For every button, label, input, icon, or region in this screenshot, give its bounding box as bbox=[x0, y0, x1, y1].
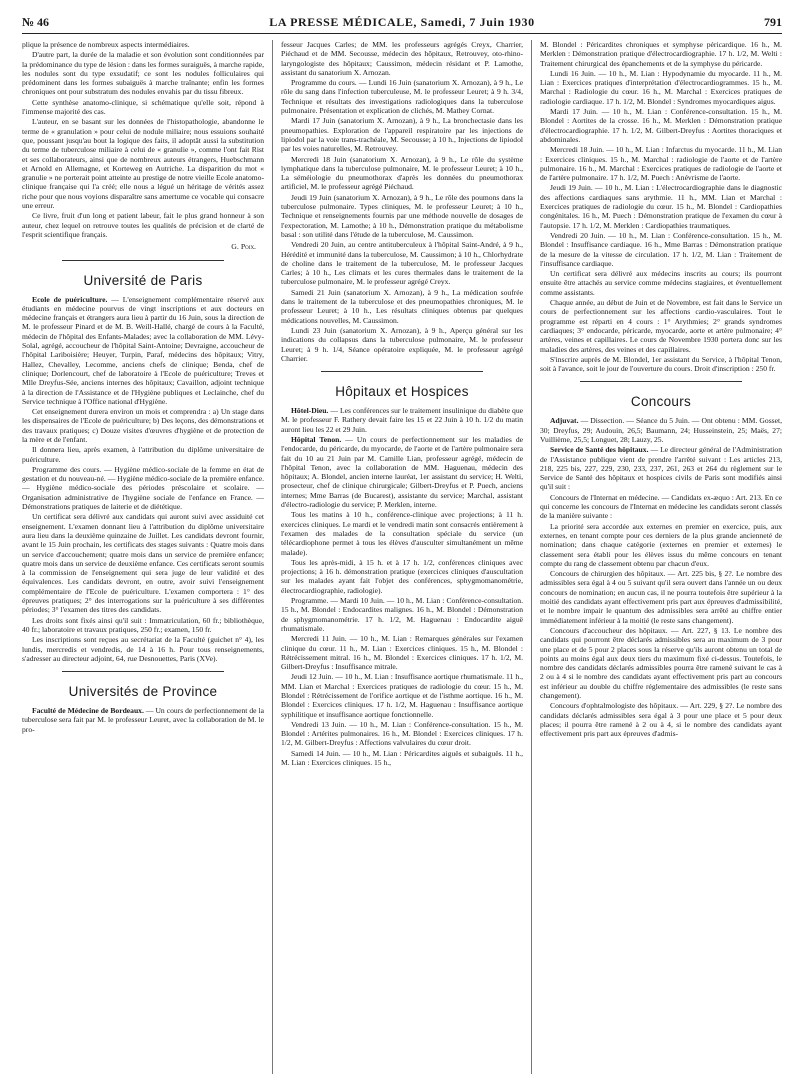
paragraph: Programme du cours. — Lundi 16 Juin (sanatorium X. Arnozan), à 9 h., Le rôle du sang dans l'infection tuberculeuse, M. le professeur Leuret; à 9 h. 3/4, Technique et résultats des investigations radiologiques dans la tuberculose pulmonaire. Présentation et explication de clichés, M. Mathey Cornat. bbox=[281, 78, 523, 116]
paragraph: Vendredi 13 Juin. — 10 h., M. Lian : Conférence-consultation. 15 h., M. Blondel : Artérites pulmonaires. 16 h., M. Blondel : Exercices cliniques. 17 h. 1/2, M. Gilbert-Dreyfus : Affections valvulaires du cœur droit. bbox=[281, 719, 523, 748]
paragraph: Mardi 17 Juin. — 10 h., M. Lian : Conférence-consultation. 15 h., M. Blondel : Aortites de la crosse. 16 h., M. Merklen : Démonstration pratique d'électrocardiographie. 17 h. 1/2, M. Gilbert-Dreyfus : Aortites thoraciques et abdominales. bbox=[540, 107, 782, 144]
paragraph: Vendredi 20 Juin, au centre antituberculeux à l'hôpital Saint-André, à 9 h., Hérédité et immunité dans la tuberculose, M. Caussimon; à 10 h., Chlorhydrate de choline dans le traitement de la tuberculose, M. le professeur Jacques Carles; à 10 h., Les climats et les cures thermales dans le traitement de la tuberculose pulmonaire, M. le professeur agrégé Creyx. bbox=[281, 240, 523, 287]
paragraph: Jeudi 19 Juin. — 10 h., M. Lian : L'électrocardiographie dans le diagnostic des affections cardiaques sans arythmie. 11 h., MM. Lian et Marchal : Exercices pratiques de radiologie du cœur. 15 h., M. Blondel : Cardiopathies congénitales. 16 h., M. Puech : Démonstration pratique de l'examen du cœur à l'autopsie. 17 h. 1/2, M. Merklen : Cardiopathies traumatiques. bbox=[540, 183, 782, 230]
entry-lead: Ecole de puériculture. bbox=[32, 294, 108, 304]
page-number: 791 bbox=[764, 15, 782, 29]
section-title-hopitaux: Hôpitaux et Hospices bbox=[335, 384, 469, 400]
paragraph: Mercredi 11 Juin. — 10 h., M. Lian : Remarques générales sur l'examen clinique du cœur. 11 h., M. Lian : Exercices cliniques. 15 h., M. Blondel : Rétrécissement mitral. 16 h., M. Blondel : Exercices cliniques. 17 h. 1/2, M. Gilbert-Dreyfus : Insuffisance mitrale. bbox=[281, 634, 523, 672]
paragraph: plique la présence de nombreux aspects intermédiaires. bbox=[22, 40, 190, 49]
paragraph: Ce livre, fruit d'un long et patient labeur, fait le plus grand honneur à son auteur, chez lequel on retrouve toutes les qualités de précision et de clarté de l'esprit scientifique français. bbox=[22, 211, 264, 239]
column-1 bbox=[22, 40, 264, 1074]
paragraph: Ecole de puériculture. — L'enseignement complémentaire réservé aux étudiants en médecine pourvus de vingt inscriptions et aux docteurs en médecine français et étrangers aura lieu à partir du 16 Juin, sous la direction de M. le professeur Pinard et de M. B. Weill-Hallé, chargé de cours à la Faculté, médecin de l'hôpital des Enfants-Malades; avec la collaboration de MM. Lévy-Solal, agrégé, accoucheur de l'hôpital Saint-Antoine; Devraigne, accoucheur de l'hôpital Lariboisière; Heuyer, Turpin, Paraf, médecins des hôpitaux; Vitry, Hallez, Chevalley, Lecomme, anciens chefs de clinique; Benda, chef de clinique; Dorlencourt, chef de laboratoire à l'Ecole de puériculture; Treves et Mlle Dreyfus-Sée, anciens internes des hôpitaux; Cavaillon, adjoint technique à la direction de l'Assistance et de l'Hygiène publiques et Leclainche, chef du Service technique à l'Office national d'Hygiène. bbox=[22, 294, 264, 406]
paragraph: Programme des cours. — Hygiène médico-sociale de la femme en état de gestation et du nouveau-né. — Hygiène médico-sociale de la première enfance. — Hygiène médico-sociale des périodes préscolaire et scolaire. — Organisation administrative de l'hygiène sociale de l'enfance en France. — Démonstrations pratiques de laiterie et de diététique. bbox=[22, 464, 264, 512]
paragraph: Tous les après-midi, à 15 h. et à 17 h. 1/2, conférences cliniques avec projections; à 16 h. démonstration pratique (exercices cliniques d'auscultation sur les malades ayant fait l'objet des conférences, sphygmomanométrie, électrocardiographie, radiologie). bbox=[281, 557, 523, 595]
paragraph: Faculté de Médecine de Bordeaux. — Un cours de perfectionnement de la tuberculose sera fait par M. le professeur Leuret, avec la collaboration de M. le pro- bbox=[22, 706, 264, 734]
paragraph: Un certificat sera délivré aux candidats qui auront suivi avec assiduité cet enseignement. L'examen donnant lieu à l'attribution du diplôme universitaire aura lieu dans la deuxième quinzaine de Juillet. Les candidats devront fournir, avant le 15 Juin prochain, les certificats des stages suivants : Quatre mois dans un service d'accouchement; quatre mois dans un service de première enfance; quatre mois dans un service de deuxième enfance. Ces certificats seront soumis à la commission de l'enseignement qui sera juge de leur validité et des équivalences. Les candidats devront, en outre, avoir suivi l'enseignement complémentaire de l'Ecole de puériculture. L'examen comportera : 1° des épreuves pratiques; 2° des interrogations sur la puériculture à ses différentes périodes; 3° l'examen des titres des candidats. bbox=[22, 512, 264, 615]
paragraph: La priorité sera accordée aux externes en premier en exercice, puis, aux externes, en tenant compte pour ces derniers de la plus grande ancienneté de nomination; dans chaque catégorie (externes en premier et externes) le classement sera établi pour les élèves issus du même concours en tenant compte du rang de classement obtenu par chacun d'eux. bbox=[540, 521, 782, 568]
paragraph: Concours de l'Internat en médecine. — Candidats ex-æquo : Art. 213. En ce qui concerne les concours de l'Internat en médecine les candidats seront classés de la manière suivante : bbox=[540, 492, 782, 521]
section-title-province: Universités de Province bbox=[68, 684, 218, 700]
entry-lead: Hôtel-Dieu. bbox=[291, 406, 329, 416]
entry-lead: Hôpital Tenon. bbox=[291, 434, 342, 444]
paragraph: Jeudi 19 Juin (sanatorium X. Arnozan), à 9 h., Le rôle des poumons dans la tuberculose pulmonaire. Types cliniques, M. le professeur Leuret; à 10 h., Technique et renseignements fournis par une méthode nouvelle de dosages de l'expectoration, M. Lamothe; à 10 h., Démonstration pratique du métabolisme basal : son utilité dans l'étude de la tuberculose, M. Caussimon. bbox=[281, 192, 523, 239]
column-2 bbox=[281, 40, 523, 1074]
paragraph: Mercredi 18 Juin. — 10 h., M. Lian : Infarctus du myocarde. 11 h., M. Lian : Exercices cliniques. 15 h., M. Marchal : radiologie de l'aorte et de l'artère pulmonaire. 16 h., M. Marchal : Exercices pratiques de radiologie de l'aorte et de l'artère pulmonaire. 17 h. 1/2, M. Puech : Anévrisme de l'aorte. bbox=[540, 145, 782, 183]
paragraph: L'auteur, en se basant sur les données de l'histopathologie, abandonne le terme de « granulation » pour celui de nodule miliaire; nous essuions souhaité que, poussant jusqu'au bout la logique des faits, il adoptât aussi la substitution du terme de tuberculose miliaire à celui de « granulie », comme l'ont fait Rist et ses collaborateurs, ainsi que de nombreux auteurs étrangers, Huebschmann et Arnold en Allemagne, et Korteweg en Autriche. La disparition du mot « granulie » ne porterait point atteinte au prestige de notre vieille Ecole anatomo-clinique française qui l'a créé; elle nous a légué un héritage de vérités assez riche pour que nous voyions disparaître sans amertume ce vocable qui consacre une erreur. bbox=[22, 117, 264, 211]
paragraph: S'inscrire auprès de M. Blondel, 1er assistant du Service, à l'hôpital Tenon, soit à l'avance, soit le jour de l'ouverture du cours. Droit d'inscription : 250 fr. bbox=[540, 354, 782, 374]
paragraph: Cet enseignement durera environ un mois et comprendra : a) Un stage dans les dispensaires de l'Ecole de puériculture; b) Des leçons, des démonstrations et des travaux pratiques; c) Douze visites d'œuvres d'hygiène et de protection de la mère et de l'enfant. bbox=[22, 407, 264, 444]
entry-lead: Faculté de Médecine de Bordeaux. bbox=[32, 706, 144, 716]
page-header bbox=[22, 14, 782, 34]
paragraph: Lundi 16 Juin. — 10 h., M. Lian : Hypodynamie du myocarde. 11 h., M. Lian : Exercices pratiques d'interprétation d'électrocardiogrammes. 15 h., M. Marchal : Radiologie du cœur. 16 h., M. Marchal : Exercices pratiques de radiologie cardiaque. 17 h. 1/2, M. Blondel : Syndromes myocardiques aigus. bbox=[540, 68, 782, 106]
paragraph: Programme. — Mardi 10 Juin. — 10 h., M. Lian : Conférence-consultation. 15 h., M. Blondel : Endocardites malignes. 16 h., M. Blondel : Démonstration de sphygmomanométrie. 17 h. 1/2, M. Haguenau : Endocardite aiguë rhumatismale. bbox=[281, 596, 523, 633]
paragraph: Hôpital Tenon. — Un cours de perfectionnement sur les maladies de l'endocarde, du péricarde, du myocarde, de l'aorte et de l'artère pulmonaire sera fait du 10 au 21 Juin par M. Camille Lian, professeur agrégé, médecin de l'hôpital Tenon, avec la collaboration de MM. Haguenau, médecin des hôpitaux; A. Blondel, ancien interne lauréat, 1er assistant du service; H. Welti, prosecteur, chef de clinique chirurgicale; Gilbert-Dreyfus et P. Puech, anciens internes; Mme Barras (de Bucarest), assistante du service; Marchal, assistant d'électro-radiologie du service; P. Merklen, interne. bbox=[281, 434, 523, 510]
journal-title: LA PRESSE MÉDICALE, Samedi, 7 Juin 1930 bbox=[269, 15, 535, 29]
paragraph: Concours d'ophtalmologiste des hôpitaux. — Art. 229, § 2?. Le nombre des candidats déclarés admissibles sera égal à 3 pour une place et 5 pour deux places; il pourra être ramené à 2 ou à 4, si le nombre des candidats ayant effectivement pris part aux épreuves d'admis- bbox=[540, 701, 782, 739]
paragraph: Vendredi 20 Juin. — 10 h., M. Lian : Conférence-consultation. 15 h., M. Blondel : Insuffisance cardiaque. 16 h., Mme Barras : Démonstration pratique de la mesure de la vitesse de circulation. 17 h. 1/2, M. Lian : Traitement de l'insuffisance cardiaque. bbox=[540, 230, 782, 268]
section-rule bbox=[321, 371, 483, 372]
entry-lead: Service de Santé des hôpitaux. bbox=[550, 445, 649, 455]
section-title-paris: Université de Paris bbox=[83, 272, 203, 288]
paragraph: Mercredi 18 Juin (sanatorium X. Arnozan), à 9 h., Le rôle du système lymphatique dans la tuberculose pulmonaire, M. le professeur Leuret; à 10 h., La séméiologie du pneumothorax d'après les données du pneumothorax artificiel, M. le professeur agrégé Piéchaud. bbox=[281, 154, 523, 192]
entry-lead: Adjuvat. bbox=[550, 416, 579, 426]
paragraph: Concours de chirurgien des hôpitaux. — Art. 225 bis, § 2?. Le nombre des admissibles sera égal à 4 ou 5 suivant qu'il sera ouvert dans l'année un ou deux concours de nomination; en aucun cas, il ne pourra toutefois être supérieur à la moitié des candidats ayant effectivement pris part aux épreuves d'admissibilité, et le nombre impair le quantum des admissibles sera arrêté au chiffre entier immédiatement inférieur à la moitié (le reste sans changement). bbox=[540, 569, 782, 625]
paragraph: Les droits sont fixés ainsi qu'il suit : Immatriculation, 60 fr.; bibliothèque, 40 fr.; laboratoire et travaux pratiques, 250 fr.; examen, 150 fr. bbox=[22, 615, 264, 634]
paragraph: Jeudi 12 Juin. — 10 h., M. Lian : Insuffisance aortique rhumatismale. 11 h., MM. Lian et Marchal : Exercices pratiques de radiologie du cœur. 15 h., M. Blondel : Rétrécissement de l'orifice aortique et de l'isthme aortique. 16 h., M. Blondel : Exercices cliniques. 17 h. 1/2, M. Haguenau : Insuffisance aortique syphilitique et insuffisance aortique fonctionnelle. bbox=[281, 672, 523, 719]
paragraph: M. Blondel : Péricardites chroniques et symphyse péricardique. 16 h., M. Merklen : Démonstration pratique d'électrocardiographie. 17 h. 1/2, M. Welti : Traitement chirurgical des épanchements et de la symphyse du péricarde. bbox=[540, 40, 782, 68]
author-signature: G. Poix. bbox=[231, 242, 256, 252]
column-3 bbox=[540, 40, 782, 1074]
paragraph: Mardi 17 Juin (sanatorium X. Arnozan), à 9 h., La bronchectasie dans les pneumopathies. Exploration de l'appareil respiratoire par les injections de lipiodol par la voie trans-trachéale, M. Secousse; à 10 h., Injections de lipiodol par les voies naturelles, M. Retrouvey. bbox=[281, 116, 523, 154]
section-rule bbox=[62, 671, 224, 672]
paragraph: Tous les matins à 10 h., conférence-clinique avec projections; à 11 h. exercices cliniques. Le mardi et le vendredi matin sont consacrés entièrement à l'examen des malades de la consultation spéciale du service (un télécardiophone permet à tous les élèves d'ausculter simultanément un même malade). bbox=[281, 510, 523, 557]
newspaper-page bbox=[22, 14, 782, 1074]
paragraph: Adjuvat. — Dissection. — Séance du 5 Juin. — Ont obtenu : MM. Gosset, 30; Dreyfus, 29; Audouin, 26,5; Baumann, 24; Husseinstein, 25; Maës, 27; Vuillième, 25,5; Longuet, 28; Lauzy, 25. bbox=[540, 416, 782, 444]
paragraph: Samedi 21 Juin (sanatorium X. Arnozan), à 9 h., La médication soufrée dans le traitement de la tuberculose et des pneumopathies chroniques, M. le professeur Leuret; à 10 h., Les résultats cliniques obtenus par quelques médications nouvelles, M. Caussimon. bbox=[281, 287, 523, 325]
paragraph: Les inscriptions sont reçues au secrétariat de la Faculté (guichet n° 4), les lundis, mercredis et vendredis, de 14 à 16 h. Pour tous renseignements, s'adresser au directeur adjoint, 64, rue Desnouettes, Paris (XVe). bbox=[22, 635, 264, 663]
paragraph: Lundi 23 Juin (sanatorium X. Arnozan), à 9 h., Aperçu général sur les indications du collapsus dans la tuberculose pulmonaire, M. le professeur Leuret; à 9 h. 1/4, Séance opératoire expliquée, M. le professeur agrégé Charrier. bbox=[281, 325, 523, 363]
paragraph: Hôtel-Dieu. — Les conférences sur le traitement insulinique du diabète que M. le professeur F. Rathery devait faire les 15 et 22 Juin à 10 h. 1/2 du matin auront lieu les 22 et 29 Juin. bbox=[281, 406, 523, 434]
paragraph: fesseur Jacques Carles; de MM. les professeurs agrégés Creyx, Charrier, Piéchaud et de MM. Secousse, médecin des hôpitaux, Retrouvey, oto-rhino-laryngologiste des hôpitaux; Caussimon, médecin résidant et P. Lamothe, assistant du sanatorium X. Arnozan. bbox=[281, 40, 523, 77]
paragraph: Samedi 14 Juin. — 10 h., M. Lian : Péricardites aiguës et subaiguës. 11 h., M. Lian : Exercices cliniques. 15 h., bbox=[281, 748, 523, 768]
issue-number: № 46 bbox=[22, 15, 50, 29]
paragraph: Cette synthèse anatomo-clinique, si schématique qu'elle soit, répond à l'immense majorité des cas. bbox=[22, 97, 264, 117]
paragraph: Il donnera lieu, après examen, à l'attribution du diplôme universitaire de puériculture. bbox=[22, 445, 264, 464]
paragraph: D'autre part, la durée de la maladie et son évolution sont conditionnées par la prédominance du type de lésion : dans les formes suraiguës, à marche rapide, les nodules sont du type exsudatif; ce sont les nodules folliculaires qui prédominent dans les formes subaiguës à marche traînante; enfin les formes chroniques ont pour substratum des nodules envahis par du tissu fibreux. bbox=[22, 50, 264, 97]
paragraph: Chaque année, au début de Juin et de Novembre, est fait dans le Service un cours de perfectionnement sur les affections cardio-vasculaires. Tout le programme est réparti en 4 cours : 1° Arythmies; 2° grands syndromes cardiaques; 3° endocarde, péricarde, myocarde, aorte et artère pulmonaire; 4° artères, veines et capillaires. Le cours de Novembre 1930 portera donc sur les maladies des artères, des veines et des capillaires. bbox=[540, 298, 782, 354]
section-rule bbox=[62, 260, 224, 261]
section-title-concours: Concours bbox=[630, 394, 692, 410]
paragraph: Un certificat sera délivré aux médecins inscrits au cours; ils pourront ensuite être attachés au service comme médecins stagiaires, et éventuellement comme assistants. bbox=[540, 269, 782, 297]
paragraph: Service de Santé des hôpitaux. — Le directeur général de l'Administration de l'Assistance publique vient de prendre l'arrêté suivant : Les articles 213, 218, 225 bis, 227, 229, 230, 233, 237, 261, 263 et 264 du règlement sur le Service de Santé des hôpitaux et hospices civils de Paris sont modifiés ainsi qu'il suit : bbox=[540, 445, 782, 492]
paragraph: Concours d'accoucheur des hôpitaux. — Art. 227, § 13. Le nombre des candidats qui pourront être déclarés admissibles sera au maximum de 3 pour une place et de 5 pour 2 places sous la réserve qu'ils auront obtenu un total de points au moins égal aux deux tiers du maximum fixé ci-dessus. Toutefois, le nombre des candidats déclarés admissibles pourra être ramené suivant le cas à 2 ou à 4 si le nombre des candidats ayant effectivement pris part au concours est inférieur au double du chiffre réglementaire des admissibles (le reste sans changement). bbox=[540, 625, 782, 700]
section-rule bbox=[580, 381, 742, 382]
article-columns bbox=[22, 40, 782, 1074]
